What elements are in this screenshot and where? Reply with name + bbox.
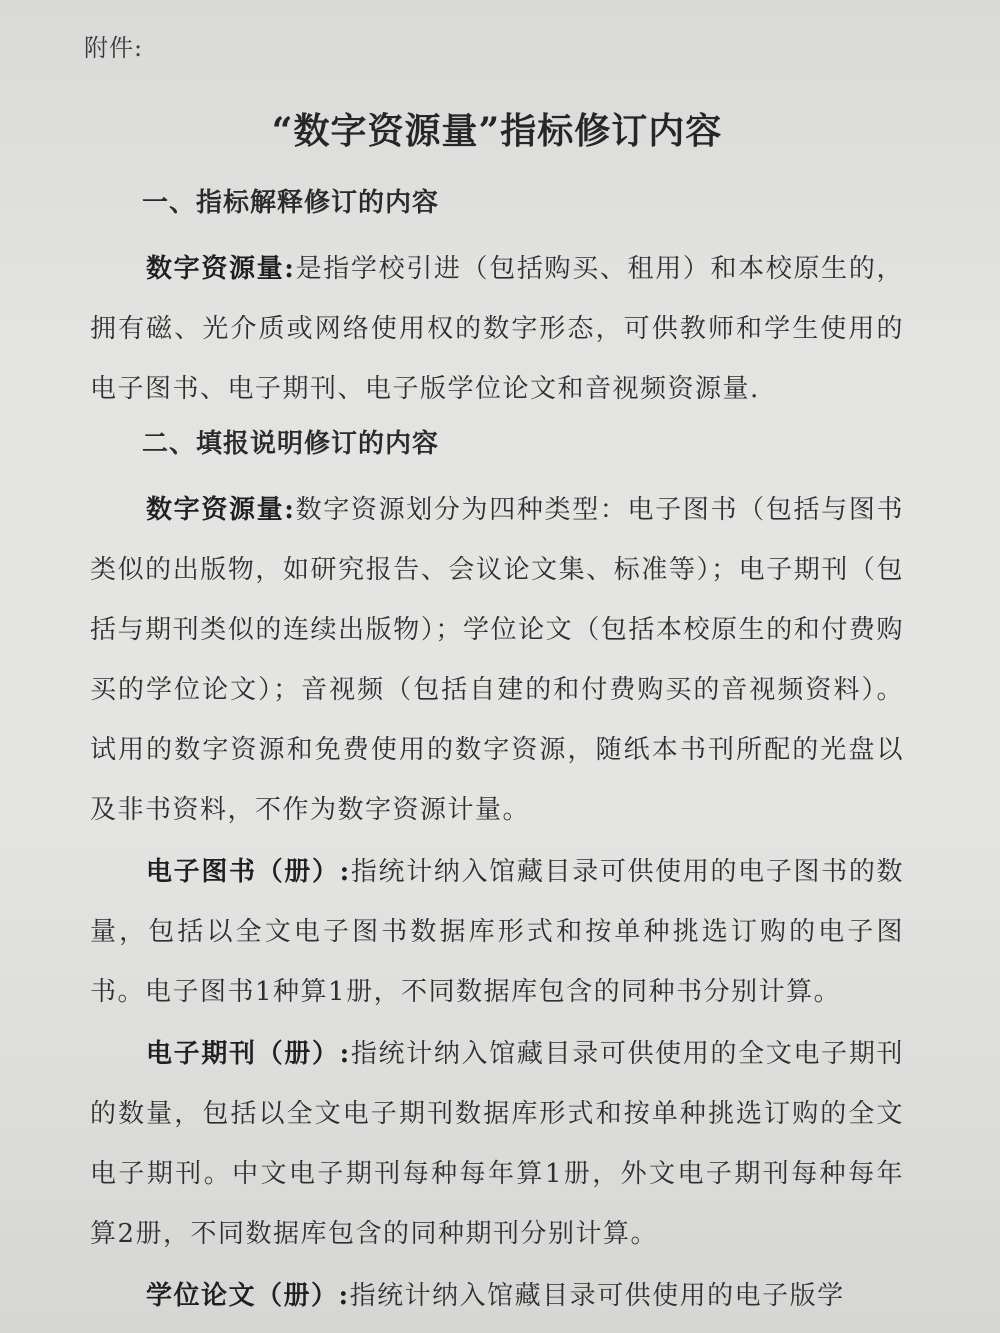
paragraph-text: 数字资源划分为四种类型：电子图书（包括与图书类似的出版物，如研究报告、会议论文集、标准等）；电子期刊（包括与期刊类似的连续出版物）；学位论文（包括本校原生的和付费购买的学位论文）；音视频（包括自建的和付费购买的音视频资料）。试用的数字资源和免费使用的数字资源，随纸本书刊所配的光盘以及非书资料，不作为数字资源计量。	[90, 495, 904, 825]
section-1-paragraph	[90, 239, 904, 419]
term-digital-resources: 数字资源量:	[146, 495, 296, 525]
section-2-paragraph-ejournals	[90, 1024, 904, 1264]
attachment-label: 附件:	[84, 34, 144, 62]
section-2-paragraph-ebooks	[90, 842, 904, 1022]
section-2-paragraph-theses	[90, 1266, 904, 1326]
section-2-paragraph-digital-resources	[90, 480, 904, 840]
paragraph-text: 是指学校引进（包括购买、租用）和本校原生的，拥有磁、光介质或网络使用权的数字形态，可供教师和学生使用的电子图书、电子期刊、电子版学位论文和音视频资源量.	[90, 254, 904, 404]
paragraph-text: 指统计纳入馆藏目录可供使用的电子图书的数量，包括以全文电子图书数据库形式和按单种挑选订购的电子图书。电子图书1种算1册，不同数据库包含的同种书分别计算。	[90, 857, 904, 1007]
section-2-heading: 二、填报说明修订的内容	[142, 429, 440, 459]
section-1-heading: 一、指标解释修订的内容	[142, 188, 440, 218]
term-digital-resources: 数字资源量:	[146, 254, 296, 284]
term-ejournals: 电子期刊（册）:	[146, 1039, 351, 1069]
paragraph-text: 指统计纳入馆藏目录可供使用的全文电子期刊的数量，包括以全文电子期刊数据库形式和按单种挑选订购的全文电子期刊。中文电子期刊每种每年算1册，外文电子期刊每种每年算2册，不同数据库包含的同种期刊分别计算。	[90, 1039, 904, 1249]
document-title: “数字资源量”指标修订内容	[271, 110, 723, 152]
term-theses: 学位论文（册）:	[146, 1281, 350, 1311]
term-ebooks: 电子图书（册）:	[146, 857, 351, 887]
paragraph-text: 指统计纳入馆藏目录可供使用的电子版学	[349, 1281, 845, 1311]
